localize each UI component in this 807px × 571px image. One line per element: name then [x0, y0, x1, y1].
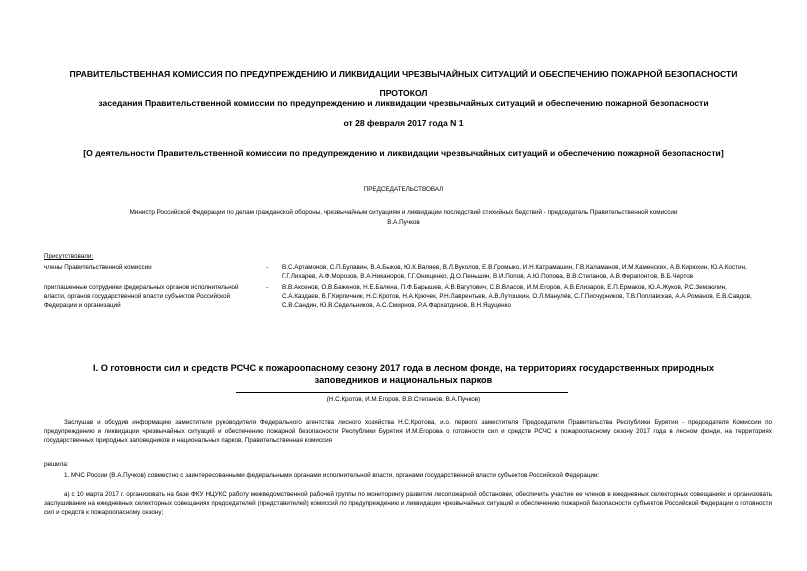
chair-name: В.А.Пучков: [387, 219, 420, 226]
section-divider: [236, 392, 568, 393]
section-intro-paragraph: Заслушав и обсудив информацию заместителя руководителя Федерального агентства лесного хозяйства Н.С.Кротова, и.о. первого заместителя Председателя Правительства Республики Бурятия - председателя Комиссии по предупреждению и ликвидации чрезвычайных ситуаций и обеспечению пожарной безопасности Республики Бурятия И.М.Егорова о готовности сил и средств РСЧС к пожароопасному сезону 2017 года в лесном фонде, на территориях государственных природных заповедников и национальных парков, Правительственная комиссия: [44, 419, 772, 444]
chair-heading: ПРЕДСЕДАТЕЛЬСТВОВАЛ: [363, 186, 444, 193]
attendance-dash: -: [266, 284, 269, 291]
attendance-group-invited: приглашенные сотрудники федеральных органов исполнительной власти, органов государственной власти субъектов Российской Федерации и организаций: [44, 284, 239, 309]
chair-position: Министр Российской Федерации по делам гражданской обороны, чрезвычайным ситуациям и ликвидации последствий стихийных бедствий - председатель Правительственной комиссии: [129, 209, 678, 216]
attendance-dash: -: [266, 264, 269, 271]
protocol-date: от 28 февраля 2017 года N 1: [343, 118, 464, 128]
protocol-heading: ПРОТОКОЛ: [379, 88, 428, 98]
protocol-subtitle: заседания Правительственной комиссии по предупреждению и ликвидации чрезвычайных ситуаций и обеспечению пожарной безопасности: [98, 98, 709, 108]
attendance-names-members: В.С.Артамонов, С.П.Булавин, В.А.Быков, Ю.К.Валяев, В.Л.Вуколов, Е.В.Громыко, И.Н.Катрамашин, Г.В.Каламанов, И.М.Каменских, А.В.Кирюхин, Ю.А.Костин, Г.Г.Лихарев, А.Ф.Морозов, В.А.Никаноров, Г.Г.Онищенко, Д.О.Пеньшин, В.И.Попов, А.Ю.Попова, В.В.Степанов, А.В.Ферапонтов, В.Б.Чертов: [282, 264, 747, 280]
decided-label: решила:: [44, 461, 69, 468]
commission-title: ПРАВИТЕЛЬСТВЕННАЯ КОМИССИЯ ПО ПРЕДУПРЕЖДЕНИЮ И ЛИКВИДАЦИИ ЧРЕЗВЫЧАЙНЫХ СИТУАЦИЙ И ОБЕСПЕЧЕНИЮ ПОЖАРНОЙ БЕЗОПАСНОСТИ: [69, 69, 738, 79]
section-title: I. О готовности сил и средств РСЧС к пожароопасному сезону 2017 года в лесном фонде, на территориях государственных природных заповедников и национальных парков: [93, 363, 714, 385]
decision-item-1a: а) с 10 марта 2017 г. организовать на базе ФКУ НЦУКС работу межведомственной рабочей группы по мониторингу развития лесопожарной обстановки, обеспечить участие ее членов в ежедневных селекторных совещаниях и организовать заслушивание на ежедневных селекторных совещаниях председателей (представителей) комиссий по предупреждению и ликвидации чрезвычайных ситуаций и обеспечению пожарной безопасности субъектов Российской Федерации о готовности сил и средств к пожароопасному сезону;: [44, 491, 772, 516]
protocol-topic: [О деятельности Правительственной комиссии по предупреждению и ликвидации чрезвычайных ситуаций и обеспечению пожарной безопасности]: [83, 148, 724, 158]
decision-item-1: 1. МЧС России (В.А.Пучков) совместно с заинтересованными федеральными органами исполнительной власти, органами государственной власти субъектов Российской Федерации:: [64, 472, 600, 479]
section-speakers: (Н.С.Кротов, И.М.Егоров, В.В.Степанов, В.А.Пучков): [326, 396, 481, 403]
attendance-heading: Присутствовали:: [44, 253, 94, 260]
attendance-names-invited: В.В.Аксенов, О.В.Баженов, Н.Е.Балена, П.Ф.Барышев, А.В.Вагутович, С.В.Власов, И.М.Егоров, А.В.Елизаров, Е.П.Ермаков, Ю.А.Жуков, Р.С.Земзюлин, С.А.Каздаев, В.Г.Кирпичник, Н.С.Кротов, Н.А.Крючек, Р.Н.Лаврентьев, А.В.Лутошкин, О.Л.Манулёв, С.Г.Писчурников, Т.В.Поплавская, А.А.Романов, Е.В.Савдов, С.В.Сандин, Ю.В.Седельников, А.С.Смирнов, Р.А.Фархатдинов, В.Н.Яцуценко: [282, 284, 752, 309]
attendance-group-members: члены Правительственной комиссии: [44, 264, 152, 271]
